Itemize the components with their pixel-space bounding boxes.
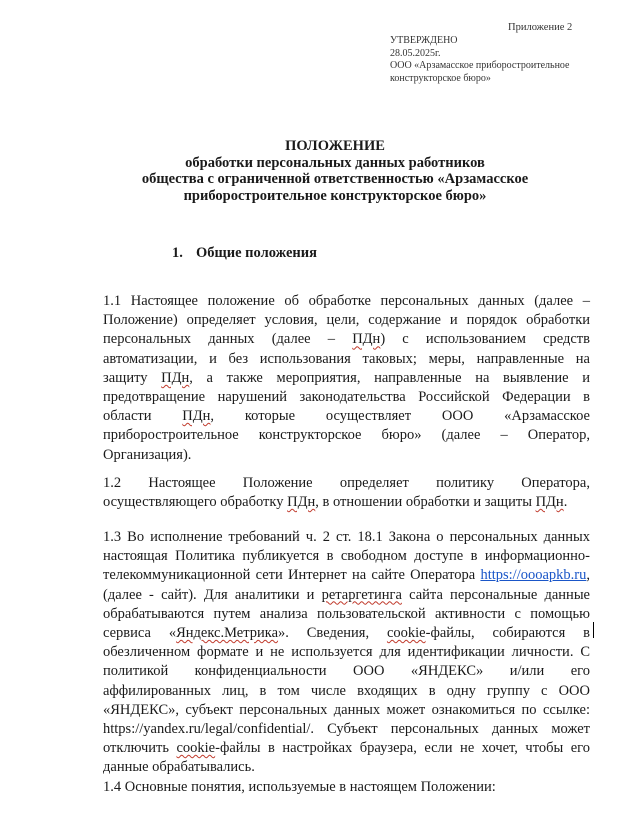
title-line: ПОЛОЖЕНИЕ	[285, 138, 385, 154]
spellcheck-word: cookie	[386, 624, 426, 641]
approval-line: конструкторское бюро»	[390, 72, 491, 84]
approval-line: УТВЕРЖДЕНО	[390, 35, 458, 46]
paragraph-line: 1.2 Настоящее Положение определяет политику Оператора,	[103, 475, 590, 491]
paragraph-line: осуществляющего обработку ПДн, в отношении обработки и защиты ПДн.	[103, 494, 568, 511]
section-title: Общие положения	[196, 245, 317, 261]
approval-line: ООО «Арзамасское приборостроительное	[390, 60, 570, 71]
paragraph-line: Положение) определяет условия, цели, содержание и порядок обработки	[103, 312, 590, 329]
spellcheck-word: Яндекс.Метрика	[176, 624, 279, 641]
appendix-label: Приложение 2	[508, 22, 573, 33]
paragraph-line: 1.4 Основные понятия, используемые в настоящем Положении:	[103, 779, 496, 795]
approval-line: 28.05.2025г.	[390, 47, 441, 59]
title-line: общества с ограниченной ответственностью «Арзамасское	[141, 171, 529, 187]
paragraph-1-4	[103, 778, 590, 797]
paragraph-line: защиту ПДн, а также мероприятия, направленные на выявление и	[103, 369, 591, 386]
operator-site-link[interactable]: https://oooapkb.ru	[480, 567, 587, 584]
text-cursor	[593, 622, 594, 638]
title-line: обработки персональных данных работников	[185, 154, 485, 171]
paragraph-line: телекоммуникационной сети Интернет на сайте Оператора https://oooapkb.ru,	[103, 567, 590, 584]
spellcheck-word: ретаргетинга	[321, 586, 402, 603]
title-line: приборостроительное конструкторское бюро»	[183, 187, 487, 204]
paragraph-line: обезличенном формате и не используется для идентификации личности. С	[103, 644, 590, 661]
spellcheck-word: ПДн	[161, 369, 190, 386]
paragraph-line: Организация).	[103, 446, 192, 463]
paragraph-line: обрабатываются путем анализа пользовательской активности с помощью	[103, 605, 590, 622]
paragraph-line: 1.1 Настоящее положение об обработке персональных данных (далее –	[103, 293, 590, 309]
paragraph-1-1	[103, 292, 590, 465]
section-heading	[172, 245, 317, 262]
paragraph-line: 1.3 Во исполнение требований ч. 2 ст. 18.1 Закона о персональных данных	[103, 529, 590, 545]
document-title	[80, 138, 590, 204]
paragraph-line: автоматизации, и без использования таковых; меры, направленные на	[103, 350, 590, 367]
paragraph-line: политикой конфиденциальности ООО «ЯНДЕКС» и/или его	[103, 663, 590, 680]
paragraph-line: https://yandex.ru/legal/confidential/. Субъект персональных данных может	[103, 720, 590, 737]
paragraph-line: аффилированных лиц, в том числе входящих в одну группу с ООО	[103, 682, 590, 699]
paragraph-line: персональных данных (далее – ПДн) с использованием средств	[103, 331, 590, 348]
paragraph-1-2	[103, 474, 590, 512]
paragraph-line: сервиса «Яндекс.Метрика». Сведения, cookie-файлы, собираются в	[103, 624, 590, 641]
paragraph-line: предотвращение нарушений законодательства Российской Федерации в	[103, 388, 590, 405]
spellcheck-word: ПДн	[182, 408, 211, 425]
spellcheck-word: cookie	[176, 740, 216, 757]
spellcheck-word: ПДн	[535, 494, 564, 511]
section-number: 1.	[172, 245, 183, 261]
paragraph-line: настоящая Политика публикуется в свободном доступе в информационно-	[103, 548, 590, 565]
spellcheck-word: ПДн	[352, 331, 381, 348]
paragraph-line: «ЯНДЕКС», субъект персональных данных может ознакомиться по ссылке:	[103, 701, 590, 718]
paragraph-line: приборостроительное конструкторское бюро» (далее – Оператор,	[103, 427, 590, 444]
spellcheck-word: ПДн	[287, 494, 316, 511]
paragraph-1-3	[103, 528, 590, 777]
paragraph-line: области ПДн, которые осуществляет ООО «Арзамасское	[103, 408, 590, 425]
paragraph-line: (далее - сайт). Для аналитики и ретаргетинга сайта персональные данные	[103, 586, 590, 603]
paragraph-line: данные обрабатывались.	[103, 759, 255, 776]
paragraph-line: отключить cookie-файлы в настройках браузера, если не хочет, чтобы его	[103, 740, 590, 757]
approval-stamp	[390, 35, 590, 85]
